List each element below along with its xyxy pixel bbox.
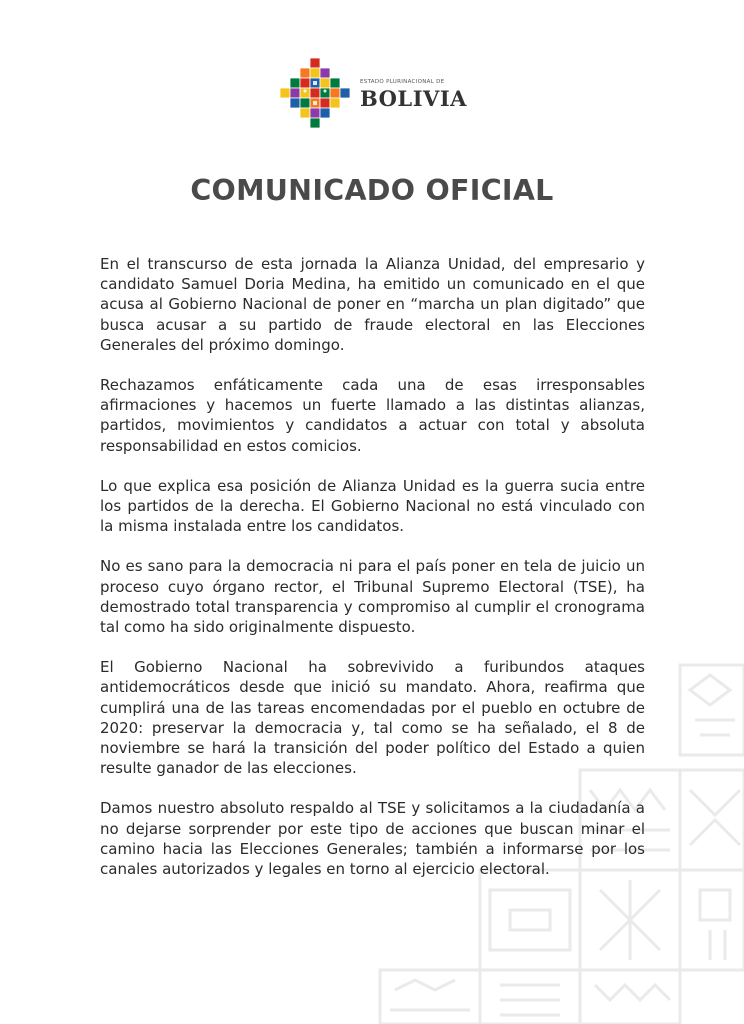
document-title: COMUNICADO OFICIAL bbox=[190, 174, 554, 207]
paragraph-1: En el transcurso de esta jornada la Alianza Unidad, del empresario y candidato Samuel Doria Medina, ha emitido un comunicado en el que acusa al Gobierno Nacional de poner en “marcha un plan digitado” que busca acusar a su partido de fraude electoral en las Elecciones Generales del próximo domingo. bbox=[100, 255, 645, 354]
logo-subtitle: ESTADO PLURINACIONAL DE bbox=[360, 79, 445, 85]
paragraph-2: Rechazamos enfáticamente cada una de esas irresponsables afirmaciones y hacemos un fuerte llamado a las distintas alianzas, partidos, movimientos y candidatos a actuar con total y absoluta responsabilidad en estos comicios. bbox=[100, 376, 645, 455]
document-body bbox=[100, 254, 645, 899]
header-logo bbox=[280, 57, 470, 131]
paragraph-4: No es sano para la democracia ni para el país poner en tela de juicio un proceso cuyo órgano rector, el Tribunal Supremo Electoral (TSE), ha demostrado total transparencia y compromiso al cumplir el cronograma tal como ha sido originalmente dispuesto. bbox=[100, 557, 645, 637]
logo-country-name: BOLIVIA bbox=[360, 86, 467, 111]
bolivia-wiphala-emblem-icon bbox=[280, 57, 352, 131]
paragraph-3: Lo que explica esa posición de Alianza Unidad es la guerra sucia entre los partidos de la derecha. El Gobierno Nacional no está vinculado con la misma instalada entre los candidatos. bbox=[100, 476, 645, 536]
paragraph-6: Damos nuestro absoluto respaldo al TSE y solicitamos a la ciudadanía a no dejarse sorprender por este tipo de acciones que buscan minar el camino hacia las Elecciones Generales; también a informarse por los canales autorizados y legales en torno al ejercicio electoral. bbox=[100, 799, 645, 879]
logo-wordmark bbox=[360, 79, 467, 109]
paragraph-5: El Gobierno Nacional ha sobrevivido a furibundos ataques antidemocráticos desde que inició su mandato. Ahora, reafirma que cumplirá una de las tareas encomendadas por el pueblo en octubre de 2020: preservar la democracia y, tal como se ha señalado, el 8 de noviembre se hará la transición del poder político del Estado a quien resulte ganador de las elecciones. bbox=[100, 658, 645, 778]
